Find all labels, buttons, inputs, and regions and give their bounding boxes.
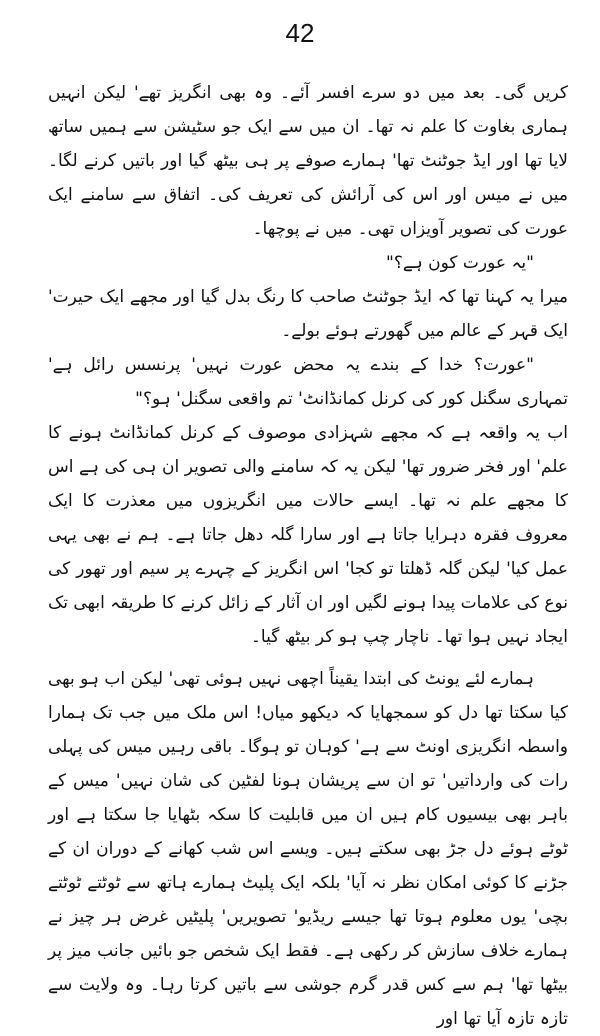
paragraph-3: میرا یہ کہنا تھا کہ ایڈ جوٹنٹ صاحب کا رنگ بدل گیا اور مجھے ایک حیرت' ایک قہر کے عالم میں گھورتے ہوئے بولے۔ (48, 287, 568, 341)
paragraph-4-quote: "عورت؟ خدا کے بندے یہ محض عورت نہیں' پرنسس رائل ہے' تمہاری سگنل کور کی کرنل کمانڈانٹ' تم واقعی سگنل' ہو؟" (48, 355, 568, 409)
paragraph-6: ہمارے لئے یونٹ کی ابتدا یقیناً اچھی نہیں ہوئی تھی' لیکن اب ہو بھی کیا سکتا تھا دل کو سمجھایا کہ دیکھو میاں! اس ملک میں جب تک ہمارا واسطہ انگریزی اونٹ سے ہے' کوہان تو ہوگا۔ باقی رہیں میس کی پہلی رات کی وارداتیں' تو ان سے پریشان ہونا لفٹین کی شان نہیں' میس کے باہر بھی بیسیوں کام ہیں ان میں قابلیت کا سکہ بٹھایا جا سکتا ہے اور ٹوٹے ہوئے دل جڑ بھی سکتے ہیں۔ ویسے اس شب کھانے کے دوران ان کے جڑنے کا کوئی امکان نظر نہ آیا' بلکہ ایک پلیٹ ہمارے ہاتھ سے ٹوٹتے ٹوٹتے بچی' یوں معلوم ہوتا تھا جیسے ریڈیو' تصویریں' پلیٹیں غرض ہر چیز نے ہمارے خلاف سازش کر رکھی ہے۔ فقط ایک شخص جو بائیں جانب میز پر بیٹھا تھا' ہم سے کس قدر گرم جوشی سے باتیں کرتا رہا۔ وہ ولایت سے تازہ تازہ آیا تھا اور (48, 669, 568, 1029)
paragraph-5: اب یہ واقعہ ہے کہ مجھے شہزادی موصوف کے کرنل کمانڈانٹ ہونے کا علم' اور فخر ضرور تھا' لیکن یہ کہ سامنے والی تصویر ان ہی کی ہے اس کا مجھے علم نہ تھا۔ ایسے حالات میں انگریزوں میں معذرت کا ایک معروف فقرہ دہرایا جاتا ہے اور سارا گلہ دھل جاتا ہے۔ ہم نے بھی یہی عمل کیا' لیکن گلہ ڈھلتا تو کجا' اس انگریز کے چہرے پر سیم اور تھور کی نوع کی علامات پیدا ہونے لگیں اور ان آثار کے زائل کرنے کا طریقہ ابھی تک ایجاد نہیں ہوا تھا۔ ناچار چپ ہو کر بیٹھ گیا۔ (48, 423, 568, 647)
paragraph-2-question: "یہ عورت کون ہے؟" (386, 253, 534, 273)
page-number: 42 (285, 18, 315, 48)
paragraph-1: کریں گی۔ بعد میں دو سرے افسر آئے۔ وہ بھی انگریز تھے' لیکن انہیں ہماری بغاوت کا علم نہ تھا۔ ان میں سے ایک جو سٹیشن سے ہمیں ساتھ لایا تھا اور ایڈ جوٹنٹ تھا' ہمارے صوفے پر ہی بیٹھ گیا اور باتیں کرنے لگا۔ میں نے میس اور اس کی آرائش کی تعریف کی۔ اتفاق سے سامنے ایک عورت کی تصویر آویزاں تھی۔ میں نے پوچھا۔ (48, 83, 568, 239)
page-body (48, 76, 568, 1036)
